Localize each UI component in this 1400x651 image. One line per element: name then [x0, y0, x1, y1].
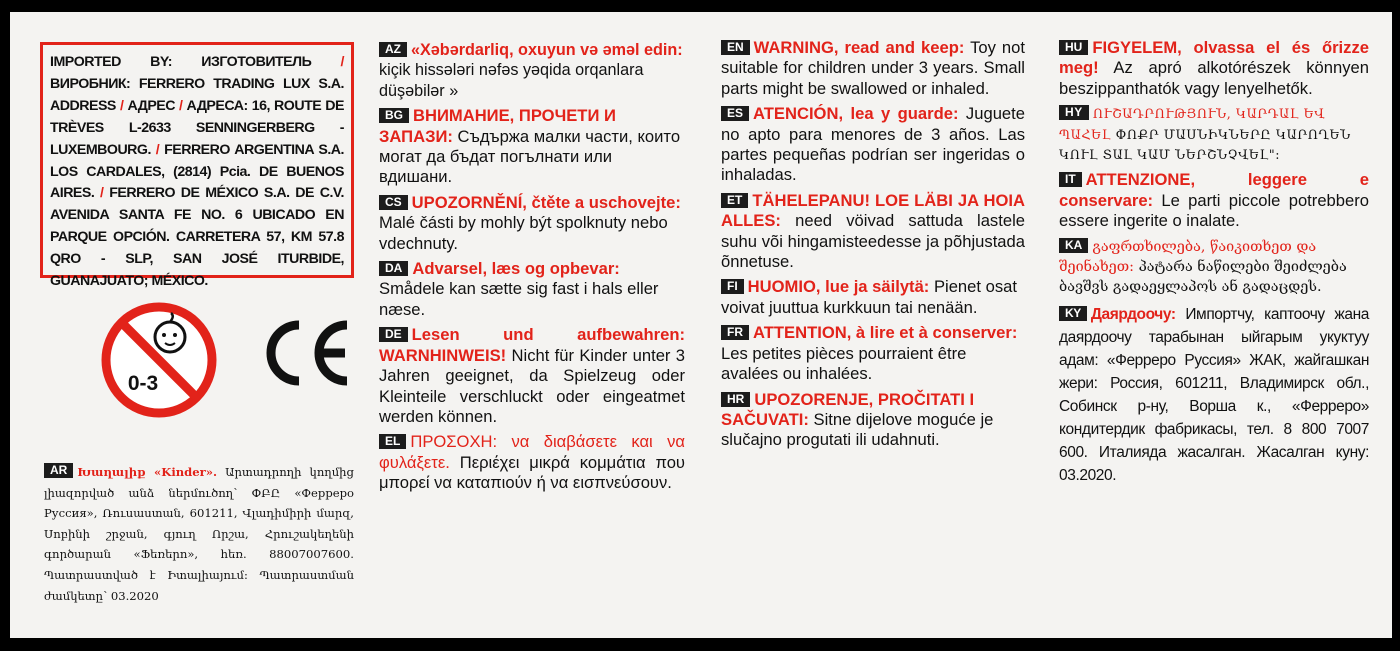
importer-segment: FERRERO ARGENTINA S.A. LOS CARDALES, (2814) Pcia. DE BUENOS AIRES. [50, 141, 344, 202]
language-code-tag: DA [379, 261, 408, 276]
warning-block-fi [721, 277, 1025, 318]
warning-block-hu [1059, 38, 1369, 99]
warnings-column-2 [379, 40, 685, 499]
warning-heading: Advarsel, læs og opbevar: [412, 259, 620, 279]
warning-body: Արտադրողի կողմից լիազորված անձ ներմուծող՝ ՓԲԸ «Ферреро Руссия», Ռուսաստան, 601211, Վլադիմիրի մարզ, Սոբինի շրջան, գյուղ Որշա, Հրուշակեղենի գործարան «Ֆեռերո», հեռ. 88007007600. Պատրաստված է Իտալիայում: Պատրաստման ժամկետը՝ 03.2020 [44, 465, 354, 603]
warning-block-hr [721, 390, 1025, 451]
language-code-tag: FR [721, 325, 749, 340]
language-code-tag: CS [379, 195, 408, 210]
language-code-tag: AR [44, 463, 73, 478]
language-code-tag: ES [721, 106, 749, 121]
warning-body: Περιέχει μικρά κομμάτια που μπορεί να καταπιούν ή να εισπνεύσουν. [379, 452, 685, 493]
language-code-tag: BG [379, 108, 409, 123]
language-code-tag: KY [1059, 306, 1087, 321]
warning-block-fr [721, 323, 1025, 384]
warning-heading: UPOZORNĚNÍ, čtěte a uschovejte: [411, 192, 681, 212]
warning-label-sheet [10, 12, 1392, 638]
warning-body: Smådele kan sætte sig fast i hals eller næse. [379, 279, 659, 319]
warning-block-es [721, 104, 1025, 186]
warning-heading: UPOZORENJE, PROČITATI I SAČUVATI: [721, 389, 975, 429]
warnings-column-4 [1059, 38, 1369, 492]
warning-block-bg [379, 106, 685, 188]
warning-body: Les petites pièces pourraient être avalées ou inhalées. [721, 343, 967, 384]
warning-heading: ATTENTION, à lire et à conserver: [753, 323, 1018, 343]
warning-heading: TÄHELEPANU! LOE LÄBI JA HOIA ALLES: [721, 190, 1025, 231]
importer-separator: / [340, 54, 344, 70]
warning-body: need vöivad sattuda lastele suhu või hingamisteedesse ja põhjustada õnnetuse. [721, 211, 1025, 272]
importer-segment: ВИРОБНИК: FERRERO TRADING LUX S.A. ADDRESS [50, 75, 344, 114]
warning-body: Nicht für Kinder unter 3 Jahren geeignet, da Spielzeug oder Kleinteile verschluckt oder eingeatmet werden können. [379, 345, 685, 426]
warning-heading: ΠΡΟΣΟΧΗ: να διαβάσετε και να φυλάξετε. [379, 432, 685, 472]
warning-body: Sitne dijelove moguće je slučajno progutati ili udahnuti. [721, 409, 994, 450]
importer-separator: / [100, 185, 110, 202]
language-code-tag: HY [1059, 105, 1089, 120]
importer-segment: IMPORTED BY: ИЗГОТОВИТЕЛЬ [50, 54, 341, 70]
importer-segment: FERRERO DE MÉXICO S.A. DE C.V. AVENIDA SANTA FE NO. 6 UBICADO EN PARQUE OPCIÓN. CARRETERA 57, KM 57.8 QRO - SLP, SAN JOSÉ ITURBIDE, GUANAJUATO; MÉXICO. [50, 185, 344, 290]
warning-heading: Lesen und aufbewahren: WARNHINWEIS! [379, 325, 685, 365]
language-code-tag: HR [721, 392, 750, 407]
warning-heading: ATTENZIONE, leggere e conservare: [1059, 170, 1369, 210]
warning-block-hy [1059, 104, 1369, 165]
warning-heading: გაფრთხილება, წაიკითხეთ და შეინახეთ: [1059, 238, 1317, 276]
warning-block-en [721, 38, 1025, 99]
language-code-tag: AZ [379, 42, 407, 57]
warnings-column-3 [721, 38, 1025, 456]
ce-mark-text: CE [257, 317, 259, 318]
warning-block-da [379, 259, 685, 320]
warning-body: Pienet osat voivat juuttua kurkkuun tai nenään. [721, 277, 1017, 317]
warning-body: Импортчу, каптоочу жана даярдоочу тарабынан ыйгарым укуктуу адам: «Ферреро Руссия» ЖАК, жайгашкан жери: Россия, 601211, Владимирск обл., Собинск р-ну, Ворша к., «Ферреро» кондитердик фабрикасы, тел. 8 800 7007 600. Италияда жасалган. Жасалган куну: 03.2020. [1059, 305, 1369, 484]
importer-address-text [50, 52, 344, 293]
warning-block-it [1059, 170, 1369, 231]
importer-segment: АДРЕСА: 16, ROUTE DE TRÈVES L-2633 SENNINGERBERG - LUXEMBOURG. [50, 97, 344, 158]
language-code-tag: FI [721, 279, 744, 294]
warning-body: Toy not suitable for children under 3 years. Small parts might be swallowed or inhaled. [721, 38, 1026, 98]
warning-block-az [379, 40, 685, 101]
importer-address-box [40, 42, 354, 290]
warning-heading: «Xəbərdarliq, oxuyun və əməl edin: [411, 41, 683, 59]
language-code-tag: EL [379, 434, 406, 449]
language-code-tag: IT [1059, 172, 1082, 187]
warning-body: kiçik hissələri nəfəs yəqida orqanlara düşəbilər » [379, 61, 644, 100]
no-children-under-3-icon [97, 298, 221, 422]
warning-body: ՓՈՔՐ ՄԱՍՆԻԿՆԵՐԸ ԿԱՐՈՂԵՆ ԿՈՒԼ ՏԱԼ ԿԱՄ ՆԵՐՇՆՉՎԵԼ": [1059, 126, 1351, 163]
warning-heading: ВНИМАНИЕ, ПРОЧЕТИ И ЗАПАЗИ: [379, 106, 616, 146]
warning-body: Juguete no apto para menores de 3 años. Las partes pequeñas podrían ser ingeridas o inhaladas. [721, 104, 1025, 185]
warning-body: Le parti piccole potrebbero essere ingerite o inalate. [1059, 190, 1369, 231]
warning-block-cs [379, 193, 685, 254]
ce-mark-icon [257, 317, 353, 389]
language-code-tag: HU [1059, 40, 1088, 55]
warning-body: Malé části by mohly být spolknuty nebo vdechnuty. [379, 213, 668, 253]
warning-block-ka [1059, 237, 1369, 298]
importer-separator: / [119, 97, 128, 114]
warning-block-ar [44, 462, 354, 606]
warning-block-el [379, 432, 685, 493]
importer-segment: АДРЕС [127, 97, 180, 114]
warning-heading: FIGYELEM, olvassa el és őrizze meg! [1059, 38, 1369, 78]
language-code-tag: ET [721, 193, 748, 208]
warning-heading: ATENCIÓN, lea y guarde: [753, 104, 959, 124]
age-label: 0-3 [127, 372, 159, 395]
warning-heading: HUOMIO, lue ja säilytä: [747, 277, 930, 297]
warning-body: Az apró alkotórészek könnyen beszippanthatók vagy lenyelhetők. [1059, 58, 1369, 98]
warning-block-ky [1059, 303, 1369, 487]
importer-separator: / [179, 97, 187, 114]
warning-block-et [721, 191, 1025, 273]
warning-body: Съдържа малки части, които могат да бъдат погълнати или вдишани. [379, 126, 681, 187]
warning-heading: Даярдоочу: [1090, 305, 1176, 323]
warning-heading: WARNING, read and keep: [753, 38, 965, 57]
importer-separator: / [155, 141, 165, 158]
warning-block-de [379, 325, 685, 427]
language-code-tag: EN [721, 40, 750, 55]
language-code-tag: KA [1059, 238, 1088, 253]
warning-body: პატარა ნაწილები შეიძლება ბავშვს გადაეყლაპოს ან გადაცდეს. [1059, 259, 1347, 296]
warning-heading: Խաղալիք «Kinder». [77, 465, 218, 479]
warning-heading: ՈՒՇԱԴՐՈՒԹՅՈՒՆ, ԿԱՐԴԱԼ ԵՎ ՊԱՀԵԼ [1059, 106, 1326, 142]
language-code-tag: DE [379, 327, 408, 342]
